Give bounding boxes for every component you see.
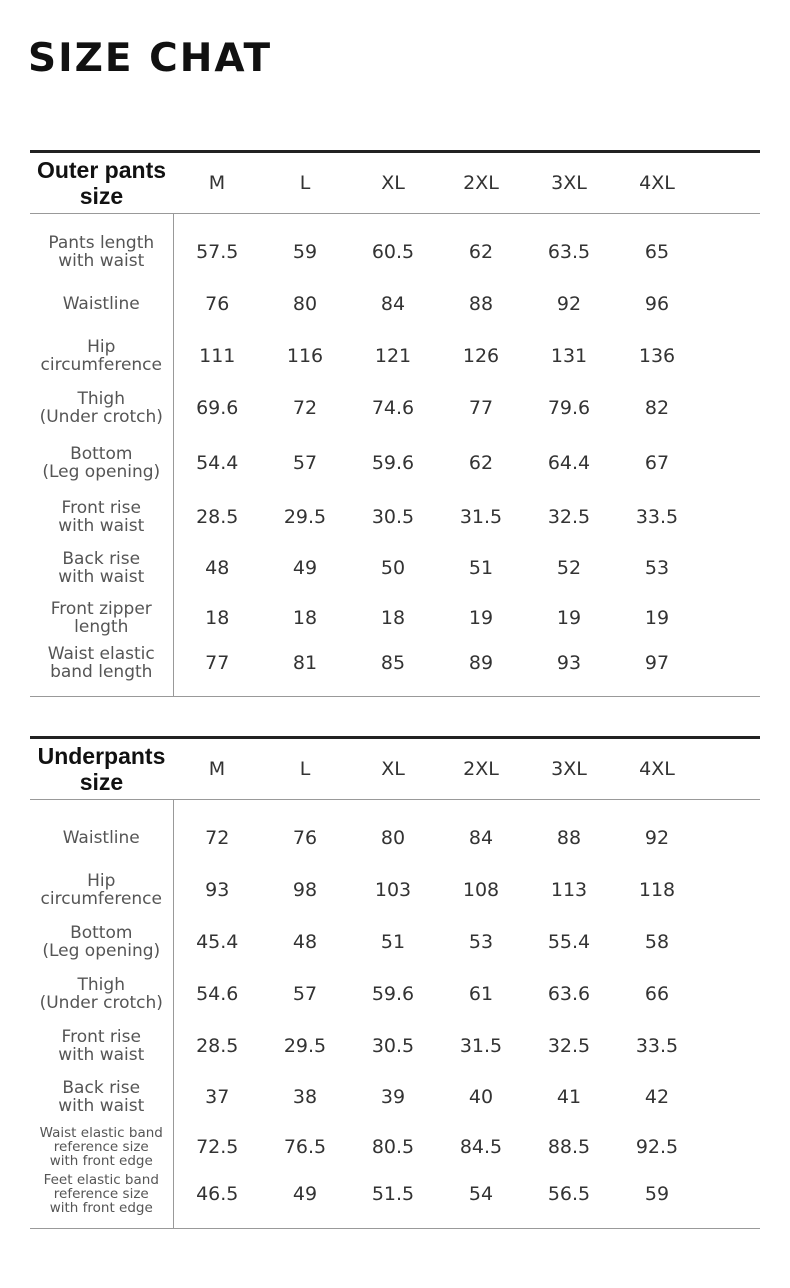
row-label xyxy=(30,1172,173,1216)
row-label-line: Front rise xyxy=(61,498,141,518)
table-row xyxy=(30,812,760,864)
row-label-line: circumference xyxy=(40,355,162,375)
row-label xyxy=(30,1020,173,1072)
size-value-cell: 79.6 xyxy=(547,397,591,419)
row-filler xyxy=(701,492,760,542)
table-row xyxy=(30,864,760,916)
row-label-line: Pants length xyxy=(48,233,155,253)
table-body xyxy=(30,214,760,697)
size-value-cell: 56.5 xyxy=(547,1183,591,1205)
table-row xyxy=(30,434,760,492)
size-value-cell: 80.5 xyxy=(371,1136,415,1158)
size-header: XL xyxy=(349,152,437,214)
size-value-cell: 72 xyxy=(205,827,230,849)
size-value-cell: 53 xyxy=(644,557,670,579)
row-filler xyxy=(701,434,760,492)
outer-pants-size-table xyxy=(30,150,760,697)
size-value-cell: 59.6 xyxy=(371,452,415,474)
row-label xyxy=(30,330,173,382)
table-head-label xyxy=(30,152,173,214)
size-value-cell: 116 xyxy=(286,345,324,367)
size-value-cell: 113 xyxy=(550,879,588,901)
size-value-cell: 64.4 xyxy=(547,452,591,474)
size-value-cell: 62 xyxy=(468,241,494,263)
table-row xyxy=(30,916,760,968)
size-value-cell: 61 xyxy=(468,983,494,1005)
row-label-line: Waistline xyxy=(62,294,140,314)
row-label-line: (Leg opening) xyxy=(42,941,161,961)
row-label-line: circumference xyxy=(40,889,162,909)
row-filler xyxy=(701,594,760,642)
size-header: L xyxy=(261,738,349,800)
size-value-cell: 19 xyxy=(468,607,494,629)
size-value-cell: 67 xyxy=(644,452,670,474)
size-value-cell: 76 xyxy=(292,827,318,849)
size-value-cell: 85 xyxy=(380,652,406,674)
table-header-row xyxy=(30,152,760,214)
size-value-cell: 88 xyxy=(468,293,494,315)
row-label-line: Waist elastic band xyxy=(39,1125,163,1141)
head-label-line: Outer pants xyxy=(36,157,167,183)
size-value-cell: 52 xyxy=(556,557,582,579)
table-body xyxy=(30,800,760,1229)
row-filler xyxy=(701,642,760,684)
row-label xyxy=(30,382,173,434)
row-label-line: with waist xyxy=(58,1045,145,1065)
table-row xyxy=(30,382,760,434)
size-value-cell: 96 xyxy=(644,293,670,315)
table-row xyxy=(30,642,760,684)
row-filler xyxy=(701,278,760,330)
size-value-cell: 30.5 xyxy=(371,1035,415,1057)
table-row xyxy=(30,1020,760,1072)
row-filler xyxy=(701,330,760,382)
table-row xyxy=(30,968,760,1020)
row-filler xyxy=(701,812,760,864)
row-label-line: Waist elastic xyxy=(47,644,155,664)
spacer-row xyxy=(30,1216,760,1229)
row-label xyxy=(30,594,173,642)
size-value-cell: 131 xyxy=(550,345,588,367)
row-filler xyxy=(701,1172,760,1216)
size-value-cell: 118 xyxy=(638,879,676,901)
spacer-row xyxy=(30,214,760,227)
size-value-cell: 77 xyxy=(205,652,230,674)
table-header-row xyxy=(30,738,760,800)
size-value-cell: 60.5 xyxy=(371,241,415,263)
row-filler xyxy=(701,864,760,916)
size-value-cell: 126 xyxy=(462,345,500,367)
table-row xyxy=(30,226,760,278)
row-label xyxy=(30,916,173,968)
row-label-line: Front zipper xyxy=(50,599,152,619)
table-head-label xyxy=(30,738,173,800)
row-label xyxy=(30,968,173,1020)
size-value-cell: 29.5 xyxy=(283,506,327,528)
size-value-cell: 59 xyxy=(644,1183,670,1205)
size-value-cell: 19 xyxy=(556,607,582,629)
size-value-cell: 54 xyxy=(468,1183,494,1205)
size-value-cell: 65 xyxy=(644,241,670,263)
row-label-line: (Under crotch) xyxy=(39,993,163,1013)
row-label-line: reference size xyxy=(53,1186,149,1202)
row-filler xyxy=(701,1072,760,1122)
row-label-line: Bottom xyxy=(70,923,133,943)
size-value-cell: 108 xyxy=(462,879,500,901)
size-value-cell: 97 xyxy=(644,652,670,674)
row-label-line: with front edge xyxy=(49,1200,153,1216)
size-value-cell: 74.6 xyxy=(371,397,415,419)
row-label xyxy=(30,1072,173,1122)
row-label xyxy=(30,226,173,278)
size-value-cell: 72 xyxy=(292,397,318,419)
size-value-cell: 42 xyxy=(644,1086,670,1108)
size-value-cell: 57.5 xyxy=(196,241,239,263)
row-label-line: Hip xyxy=(87,337,116,357)
table-row xyxy=(30,542,760,594)
row-filler xyxy=(701,382,760,434)
row-label-line: Back rise xyxy=(62,549,141,569)
size-value-cell: 121 xyxy=(374,345,412,367)
row-label-line: with waist xyxy=(58,516,145,536)
size-value-cell: 55.4 xyxy=(547,931,591,953)
size-value-cell: 49 xyxy=(292,1183,318,1205)
head-label-line: size xyxy=(79,183,124,209)
size-value-cell: 28.5 xyxy=(196,1035,239,1057)
size-value-cell: 32.5 xyxy=(547,1035,591,1057)
size-value-cell: 72.5 xyxy=(196,1136,239,1158)
row-label xyxy=(30,642,173,684)
size-header: 2XL xyxy=(437,152,525,214)
size-value-cell: 46.5 xyxy=(196,1183,239,1205)
size-value-cell: 92.5 xyxy=(635,1136,679,1158)
size-value-cell: 77 xyxy=(468,397,494,419)
row-label-line: with waist xyxy=(58,567,145,587)
row-filler xyxy=(701,226,760,278)
size-value-cell: 76.5 xyxy=(283,1136,327,1158)
size-value-cell: 69.6 xyxy=(196,397,239,419)
size-value-cell: 81 xyxy=(292,652,318,674)
row-label-line: Front rise xyxy=(61,1027,141,1047)
size-value-cell: 51.5 xyxy=(371,1183,415,1205)
size-value-cell: 31.5 xyxy=(459,1035,503,1057)
size-value-cell: 39 xyxy=(380,1086,406,1108)
table-row xyxy=(30,1122,760,1172)
size-value-cell: 57 xyxy=(292,983,318,1005)
size-value-cell: 40 xyxy=(468,1086,494,1108)
row-filler xyxy=(701,1122,760,1172)
size-value-cell: 62 xyxy=(468,452,494,474)
page-title: SIZE CHAT xyxy=(28,36,273,81)
size-value-cell: 54.6 xyxy=(196,983,239,1005)
table-row xyxy=(30,278,760,330)
row-label-line: length xyxy=(74,617,129,637)
size-value-cell: 33.5 xyxy=(635,1035,679,1057)
size-value-cell: 57 xyxy=(292,452,318,474)
size-header: M xyxy=(173,152,261,214)
table-row xyxy=(30,330,760,382)
size-header: 4XL xyxy=(613,152,701,214)
size-value-cell: 50 xyxy=(380,557,406,579)
row-label-line: Back rise xyxy=(62,1078,141,1098)
spacer-row xyxy=(30,684,760,697)
size-value-cell: 28.5 xyxy=(196,506,239,528)
row-filler xyxy=(701,542,760,594)
size-value-cell: 29.5 xyxy=(283,1035,327,1057)
row-label-line: Bottom xyxy=(70,444,133,464)
size-value-cell: 59.6 xyxy=(371,983,415,1005)
size-value-cell: 53 xyxy=(468,931,494,953)
size-value-cell: 51 xyxy=(468,557,494,579)
size-value-cell: 58 xyxy=(644,931,670,953)
size-value-cell: 41 xyxy=(556,1086,582,1108)
row-filler xyxy=(701,1020,760,1072)
size-value-cell: 63.5 xyxy=(547,241,591,263)
row-label-line: with front edge xyxy=(49,1153,153,1169)
row-label-line: reference size xyxy=(53,1139,149,1155)
size-value-cell: 18 xyxy=(205,607,230,629)
header-filler xyxy=(701,738,760,800)
row-label xyxy=(30,278,173,330)
size-header: 3XL xyxy=(525,738,613,800)
row-label xyxy=(30,434,173,492)
row-label-line: (Leg opening) xyxy=(42,462,161,482)
size-header: 4XL xyxy=(613,738,701,800)
size-value-cell: 136 xyxy=(638,345,676,367)
size-value-cell: 18 xyxy=(380,607,406,629)
size-value-cell: 48 xyxy=(205,557,230,579)
size-value-cell: 63.6 xyxy=(547,983,591,1005)
table-row xyxy=(30,1172,760,1216)
size-value-cell: 45.4 xyxy=(196,931,239,953)
size-value-cell: 111 xyxy=(199,345,236,367)
size-value-cell: 84 xyxy=(380,293,406,315)
size-value-cell: 93 xyxy=(205,879,230,901)
row-label-line: Waistline xyxy=(62,828,140,848)
size-value-cell: 76 xyxy=(205,293,230,315)
size-header: 2XL xyxy=(437,738,525,800)
row-filler xyxy=(701,968,760,1020)
size-value-cell: 80 xyxy=(292,293,318,315)
size-value-cell: 54.4 xyxy=(196,452,239,474)
size-value-cell: 103 xyxy=(374,879,412,901)
size-value-cell: 88 xyxy=(556,827,582,849)
row-filler xyxy=(701,916,760,968)
size-value-cell: 89 xyxy=(468,652,494,674)
size-value-cell: 84.5 xyxy=(459,1136,503,1158)
row-label-line: band length xyxy=(50,662,153,682)
size-header: XL xyxy=(349,738,437,800)
size-header: L xyxy=(261,152,349,214)
row-label-line: with waist xyxy=(58,1096,145,1116)
row-label-line: Thigh xyxy=(77,975,125,995)
underpants-size-table xyxy=(30,736,760,1229)
size-header: 3XL xyxy=(525,152,613,214)
size-value-cell: 98 xyxy=(292,879,318,901)
table-row xyxy=(30,492,760,542)
size-value-cell: 88.5 xyxy=(547,1136,591,1158)
size-value-cell: 30.5 xyxy=(371,506,415,528)
size-value-cell: 92 xyxy=(556,293,582,315)
row-label xyxy=(30,812,173,864)
size-value-cell: 82 xyxy=(644,397,670,419)
size-value-cell: 59 xyxy=(292,241,318,263)
size-value-cell: 84 xyxy=(468,827,494,849)
size-header: M xyxy=(173,738,261,800)
row-label-line: (Under crotch) xyxy=(39,407,163,427)
size-value-cell: 49 xyxy=(292,557,318,579)
table-row xyxy=(30,1072,760,1122)
size-value-cell: 37 xyxy=(205,1086,230,1108)
spacer-row xyxy=(30,800,760,813)
size-value-cell: 51 xyxy=(380,931,406,953)
row-label xyxy=(30,864,173,916)
size-value-cell: 33.5 xyxy=(635,506,679,528)
row-label xyxy=(30,542,173,594)
header-filler xyxy=(701,152,760,214)
row-label-line: with waist xyxy=(58,251,145,271)
row-label xyxy=(30,492,173,542)
row-label-line: Hip xyxy=(87,871,116,891)
row-label-line: Thigh xyxy=(77,389,125,409)
size-value-cell: 48 xyxy=(292,931,318,953)
size-value-cell: 80 xyxy=(380,827,406,849)
size-value-cell: 31.5 xyxy=(459,506,503,528)
size-value-cell: 92 xyxy=(644,827,670,849)
size-value-cell: 93 xyxy=(556,652,582,674)
size-value-cell: 66 xyxy=(644,983,670,1005)
size-value-cell: 38 xyxy=(292,1086,318,1108)
size-value-cell: 18 xyxy=(292,607,318,629)
head-label-line: size xyxy=(79,769,124,795)
head-label-line: Underpants xyxy=(37,743,166,769)
row-label-line: Feet elastic band xyxy=(43,1172,159,1188)
table-row xyxy=(30,594,760,642)
row-label xyxy=(30,1122,173,1172)
size-value-cell: 19 xyxy=(644,607,670,629)
size-value-cell: 32.5 xyxy=(547,506,591,528)
